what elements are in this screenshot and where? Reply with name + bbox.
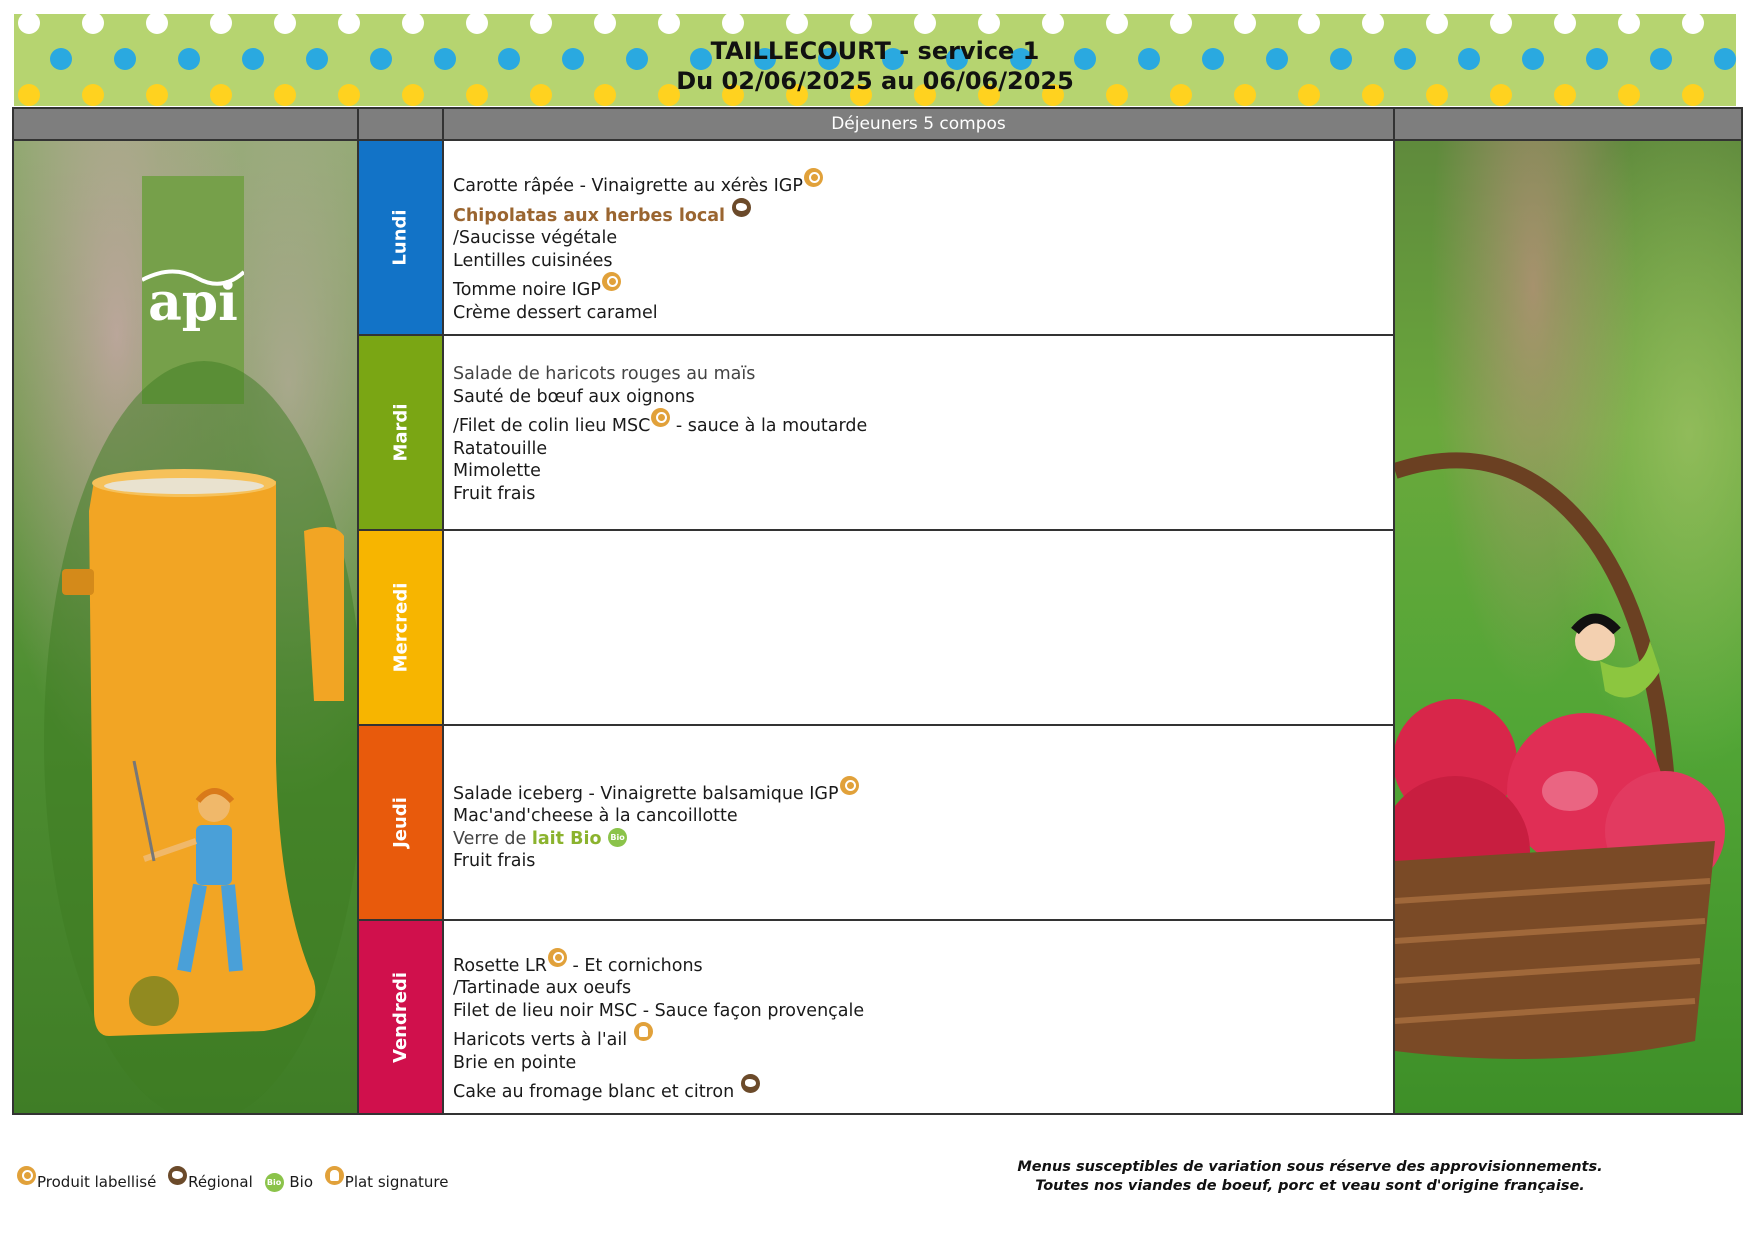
- header-blank-right: [1395, 109, 1741, 139]
- day-label-lundi: [359, 141, 442, 334]
- polka-dot: [978, 14, 1000, 34]
- polka-dot: [274, 14, 296, 34]
- polka-dot: [1298, 14, 1320, 34]
- day-label-mercredi: [359, 531, 442, 724]
- label-icon: [602, 272, 621, 291]
- day-name: Lundi: [390, 209, 411, 266]
- polka-dot: [1618, 14, 1640, 34]
- menu-item-suffix: - Et cornichons: [566, 955, 703, 976]
- menu-item-text: /Saucisse végétale: [453, 228, 618, 248]
- menu-item: [453, 1074, 1393, 1104]
- polka-dot: [146, 14, 168, 34]
- header-banner: [14, 14, 1736, 106]
- menu-item: [453, 1000, 1393, 1023]
- label-icon: [548, 948, 567, 967]
- menu-item: [453, 776, 1393, 806]
- date-range: Du 02/06/2025 au 06/06/2025: [676, 67, 1074, 95]
- polka-dot: [18, 14, 40, 34]
- legend-labelled: Produit labellisé: [16, 1166, 156, 1191]
- day-name: Mercredi: [390, 582, 411, 673]
- day-label-vendredi: [359, 921, 442, 1113]
- polka-dot: [530, 14, 552, 34]
- menu-item-suffix: - sauce à la moutarde: [670, 416, 868, 436]
- day-name: Jeudi: [390, 797, 411, 848]
- menu-item: [453, 977, 1393, 1000]
- polka-dot: [1682, 14, 1704, 34]
- menu-item: [453, 227, 1393, 250]
- menu-item-text: Mimolette: [453, 461, 541, 481]
- day-label-jeudi: [359, 726, 442, 919]
- menu-cell-mercredi: [444, 531, 1393, 724]
- menu-item: [453, 1022, 1393, 1052]
- menu-item: [453, 386, 1393, 409]
- footer-notes: [960, 1158, 1660, 1196]
- menu-item-text: Fruit frais: [453, 851, 536, 871]
- garden-boot-photo: [14, 141, 357, 1113]
- label-icon: [651, 408, 670, 427]
- menu-item: [453, 302, 1393, 325]
- regional-icon: [732, 198, 751, 217]
- menu-item: [453, 250, 1393, 273]
- menu-item-text: Mac'and'cheese à la cancoillotte: [453, 806, 738, 826]
- menu-item: [453, 1052, 1393, 1075]
- signature-icon: [634, 1022, 653, 1041]
- menu-table: [12, 107, 1743, 1115]
- bio-icon: Bio: [608, 828, 627, 847]
- menu-item-text: Salade iceberg - Vinaigrette balsamique IGP: [453, 783, 839, 804]
- menu-item: [453, 198, 1393, 228]
- polka-dot: [1554, 14, 1576, 34]
- polka-dot: [338, 14, 360, 34]
- day-name: Vendredi: [390, 971, 411, 1063]
- polka-dot: [850, 14, 872, 34]
- menu-item-text: Lentilles cuisinées: [453, 250, 613, 271]
- menu-item-text: Ratatouille: [453, 438, 548, 459]
- menu-item-text: /Tartinade aux oeufs: [453, 978, 632, 998]
- menu-item-text: Carotte râpée - Vinaigrette au xérès IGP: [453, 176, 803, 196]
- polka-dot: [1490, 14, 1512, 34]
- polka-dot: [722, 14, 744, 34]
- menu-item: [453, 805, 1393, 828]
- menu-item-text: Chipolatas aux herbes local: [453, 205, 726, 226]
- header-blank-left: [14, 109, 357, 139]
- menu-item: [453, 168, 1393, 198]
- menu-item: [453, 948, 1393, 978]
- signature-icon: [325, 1166, 344, 1185]
- menu-item-text: Haricots verts à l'ail: [453, 1030, 628, 1050]
- polka-dot: [402, 14, 424, 34]
- menu-item-text: Salade de haricots rouges au maïs: [453, 364, 756, 384]
- label-icon: [840, 776, 859, 795]
- menu-item-text: Sauté de bœuf aux oignons: [453, 386, 695, 407]
- polka-dot: [210, 14, 232, 34]
- label-icon: [804, 168, 823, 187]
- menu-cell-vendredi: [444, 921, 1393, 1113]
- polka-dot: [82, 14, 104, 34]
- menu-cell-lundi: [444, 141, 1393, 334]
- polka-dot: [658, 14, 680, 34]
- polka-dot: [1234, 14, 1256, 34]
- menu-item-text: /Filet de colin lieu MSC: [453, 416, 651, 436]
- apple-basket-photo: [1395, 141, 1741, 1113]
- basket-illustration: [1395, 141, 1741, 1113]
- menu-item: [453, 850, 1393, 873]
- menu-item: [453, 460, 1393, 483]
- menu-item: [453, 438, 1393, 461]
- menu-item-text: Verre de: [453, 828, 532, 849]
- menu-item: [453, 483, 1393, 506]
- boot-illustration: [14, 141, 357, 1113]
- menu-cell-mardi: [444, 336, 1393, 529]
- menu-item: [453, 408, 1393, 438]
- page-title: TAILLECOURT - service 1: [710, 37, 1040, 65]
- day-name: Mardi: [390, 403, 411, 462]
- menu-item-text: Cake au fromage blanc et citron: [453, 1082, 735, 1102]
- menu-item-text: Tomme noire IGP: [453, 280, 601, 300]
- regional-icon: [741, 1074, 760, 1093]
- polka-dot: [594, 14, 616, 34]
- menu-item: [453, 363, 1393, 386]
- polka-dot: [1106, 14, 1128, 34]
- polka-dot: [1170, 14, 1192, 34]
- meat-origin-note: Toutes nos viandes de boeuf, porc et veau sont d'origine française.: [1035, 1178, 1585, 1194]
- legend-regional: Régional: [167, 1166, 253, 1191]
- header-blank-day: [359, 109, 442, 139]
- column-header: Déjeuners 5 compos: [444, 109, 1393, 139]
- menu-item-text: Rosette LR: [453, 955, 547, 976]
- polka-dot: [786, 14, 808, 34]
- menu-item-text: Brie en pointe: [453, 1052, 577, 1073]
- polka-dot: [1042, 14, 1064, 34]
- day-label-mardi: [359, 336, 442, 529]
- label-icon: [17, 1166, 36, 1185]
- menu-item: [453, 272, 1393, 302]
- polka-dot: [1362, 14, 1384, 34]
- menu-title-block: [14, 36, 1736, 96]
- menu-item-text: Filet de lieu noir MSC - Sauce façon provençale: [453, 1000, 865, 1021]
- supply-note: Menus susceptibles de variation sous réserve des approvisionnements.: [1017, 1159, 1603, 1175]
- icon-legend: [16, 1166, 455, 1192]
- bio-icon: Bio: [265, 1173, 284, 1192]
- menu-item-text: Crème dessert caramel: [453, 302, 658, 323]
- menu-item: [453, 828, 1393, 851]
- legend-signature: Plat signature: [324, 1166, 449, 1191]
- menu-item-highlight: lait Bio: [531, 828, 602, 849]
- polka-dot: [466, 14, 488, 34]
- regional-icon: [168, 1166, 187, 1185]
- menu-cell-jeudi: [444, 726, 1393, 919]
- api-logo-text: api: [148, 272, 238, 333]
- polka-dot: [914, 14, 936, 34]
- legend-bio: Bio Bio: [264, 1173, 313, 1192]
- menu-item-text: Fruit frais: [453, 483, 536, 504]
- polka-dot: [1426, 14, 1448, 34]
